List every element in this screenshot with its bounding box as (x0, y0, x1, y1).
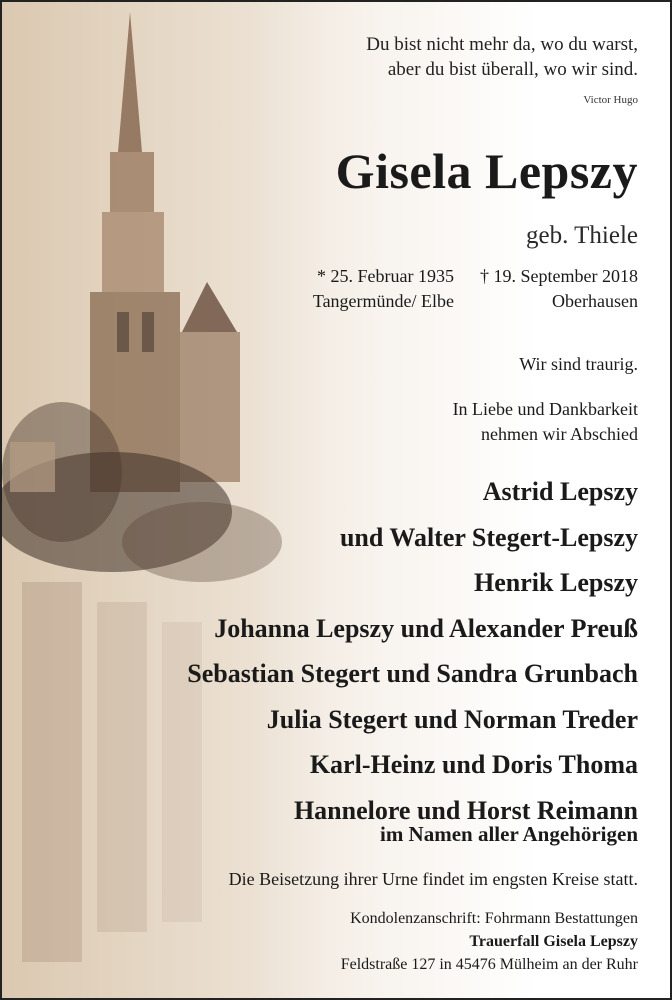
burial-notice: Die Beisetzung ihrer Urne findet im engsten Kreise statt. (228, 869, 638, 889)
quote-line-2: aber du bist überall, wo wir sind. (387, 59, 638, 80)
farewell-message (453, 397, 638, 447)
farewell-line-1: In Liebe und Dankbarkeit (452, 399, 638, 419)
death-info (480, 264, 638, 314)
mourner-line: Hannelore und Horst Reimann (293, 795, 638, 825)
mourner-line: Johanna Lepszy und Alexander Preuß (214, 613, 638, 643)
condolence-line-3: Feldstraße 127 in 45476 Mülheim an der Ruhr (340, 956, 638, 973)
birth-date: * 25. Februar 1935 (317, 266, 455, 286)
birth-name: geb. Thiele (526, 222, 638, 249)
death-place: Oberhausen (552, 291, 638, 311)
mourner-line: und Walter Stegert-Lepszy (339, 522, 638, 552)
mourner-line: Henrik Lepszy (474, 568, 638, 597)
mourner-line: Astrid Lepszy (482, 477, 638, 506)
sad-message: Wir sind traurig. (519, 354, 638, 374)
birth-place: Tangermünde/ Elbe (312, 291, 455, 311)
mourners-list (187, 469, 638, 833)
farewell-line-2: nehmen wir Abschied (481, 424, 638, 444)
life-dates (313, 264, 638, 314)
condolence-address (341, 907, 638, 976)
quote-author: Victor Hugo (583, 94, 638, 106)
death-date: † 19. September 2018 (480, 266, 638, 286)
quote-line-1: Du bist nicht mehr da, wo du warst, (366, 34, 638, 55)
mourner-line: Sebastian Stegert und Sandra Grunbach (187, 659, 638, 688)
deceased-name: Gisela Lepszy (335, 143, 638, 199)
condolence-line-1: Kondolenzanschrift: Fohrmann Bestattungen (350, 910, 638, 927)
condolence-line-2: Trauerfall Gisela Lepszy (469, 933, 638, 950)
birth-info (313, 264, 454, 314)
mourner-line: Karl-Heinz und Doris Thoma (309, 750, 638, 779)
on-behalf-line: im Namen aller Angehörigen (379, 822, 638, 846)
memorial-quote (366, 32, 638, 82)
mourner-line: Julia Stegert und Norman Treder (266, 704, 638, 734)
